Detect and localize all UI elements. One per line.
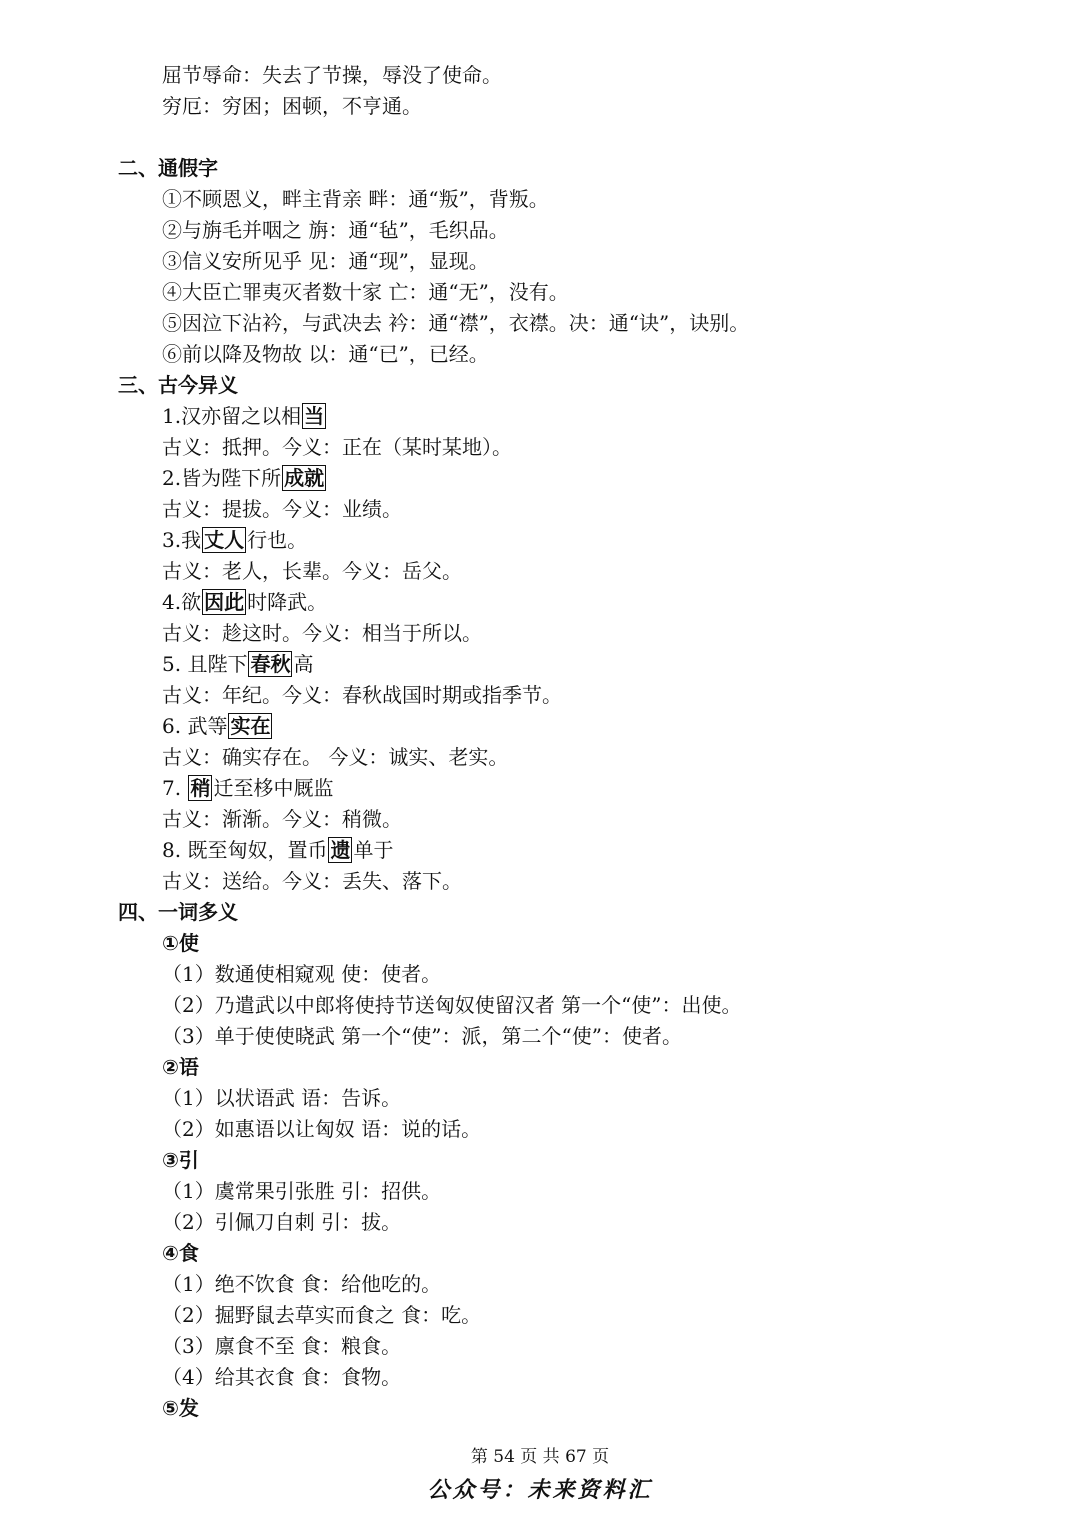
sentence-text: 行也。: [247, 528, 308, 552]
list-item: （1）数通使相窥观 使：使者。: [162, 962, 442, 986]
sentence-text: 5. 且陛下: [162, 652, 248, 676]
boxed-word: 当: [304, 404, 325, 428]
boxed-word: 成就: [284, 466, 325, 490]
gloss-line: 古义：老人，长辈。今义：岳父。: [162, 559, 462, 583]
boxed-word: 稍: [190, 776, 211, 800]
list-item: ①不顾恩义，畔主背亲 畔：通“叛”，背叛。: [162, 187, 549, 211]
boxed-word: 丈人: [204, 528, 245, 552]
list-item: （1）虞常果引张胜 引：招供。: [162, 1179, 442, 1203]
vocab-line: 穷厄：穷困；困顿，不亨通。: [162, 94, 422, 118]
boxed-word: 实在: [230, 714, 271, 738]
sentence-text: 2.皆为陛下所: [162, 466, 282, 490]
example-sentence: [162, 526, 307, 554]
gloss-line: 古义：抵押。今义：正在（某时某地）。: [162, 435, 512, 459]
word-heading: ②语: [162, 1055, 199, 1079]
sentence-text: 时降武。: [247, 590, 328, 614]
list-item: （3）单于使使晓武 第一个“使”：派，第二个“使”：使者。: [162, 1024, 682, 1048]
list-item: ③信义安所见乎 见：通“现”，显现。: [162, 249, 489, 273]
boxed-word: 春秋: [250, 652, 291, 676]
list-item: （2）如惠语以让匈奴 语：说的话。: [162, 1117, 482, 1141]
sentence-text: 7.: [162, 776, 188, 800]
section-heading: 三、古今异义: [118, 373, 238, 397]
word-heading: ①使: [162, 931, 199, 955]
gloss-line: 古义：趁这时。今义：相当于所以。: [162, 621, 482, 645]
list-item: （1）以状语武 语：告诉。: [162, 1086, 402, 1110]
vocab-line: 屈节辱命：失去了节操，辱没了使命。: [162, 63, 502, 87]
list-item: ④大臣亡罪夷灭者数十家 亡：通“无”，没有。: [162, 280, 569, 304]
word-heading: ③引: [162, 1148, 199, 1172]
list-item: （3）廪食不至 食：粮食。: [162, 1334, 402, 1358]
list-item: （2）掘野鼠去草实而食之 食：吃。: [162, 1303, 482, 1327]
sentence-text: 单于: [353, 838, 394, 862]
list-item: （2）乃遣武以中郎将使持节送匈奴使留汉者 第一个“使”：出使。: [162, 993, 742, 1017]
sentence-text: 6. 武等: [162, 714, 228, 738]
boxed-word: 遗: [330, 838, 351, 862]
page-number: 第 54 页 共 67 页: [470, 1447, 610, 1467]
list-item: （2）引佩刀自刺 引：拔。: [162, 1210, 402, 1234]
list-item: （4）给其衣食 食：食物。: [162, 1365, 402, 1389]
gloss-line: 古义：确实存在。 今义：诚实、老实。: [162, 745, 509, 769]
example-sentence: [162, 650, 313, 678]
example-sentence: [162, 836, 393, 864]
list-item: （1）绝不饮食 食：给他吃的。: [162, 1272, 442, 1296]
word-heading: ④食: [162, 1241, 199, 1265]
example-sentence: [162, 774, 333, 802]
example-sentence: [162, 588, 327, 616]
gloss-line: 古义：送给。今义：丢失、落下。: [162, 869, 462, 893]
sentence-text: 3.我: [162, 528, 202, 552]
section-heading: 四、一词多义: [118, 900, 238, 924]
gloss-line: 古义：提拔。今义：业绩。: [162, 497, 402, 521]
sentence-text: 4.欲: [162, 590, 202, 614]
sentence-text: 8. 既至匈奴，置币: [162, 838, 328, 862]
gloss-line: 古义：渐渐。今义：稍微。: [162, 807, 402, 831]
list-item: ②与旃毛并咽之 旃：通“毡”，毛织品。: [162, 218, 509, 242]
word-heading: ⑤发: [162, 1396, 199, 1420]
boxed-word: 因此: [204, 590, 245, 614]
example-sentence: [162, 402, 327, 430]
footer-brand: 公众号：未来资料汇: [427, 1477, 653, 1503]
sentence-text: 1.汉亦留之以相: [162, 404, 302, 428]
list-item: ⑥前以降及物故 以：通“已”，已经。: [162, 342, 489, 366]
sentence-text: 高: [293, 652, 314, 676]
gloss-line: 古义：年纪。今义：春秋战国时期或指季节。: [162, 683, 562, 707]
list-item: ⑤因泣下沾衿，与武决去 衿：通“襟”，衣襟。决：通“诀”，诀别。: [162, 311, 750, 335]
example-sentence: [162, 712, 273, 740]
example-sentence: [162, 464, 327, 492]
sentence-text: 迁至栘中厩监: [213, 776, 334, 800]
section-heading: 二、通假字: [118, 156, 218, 180]
